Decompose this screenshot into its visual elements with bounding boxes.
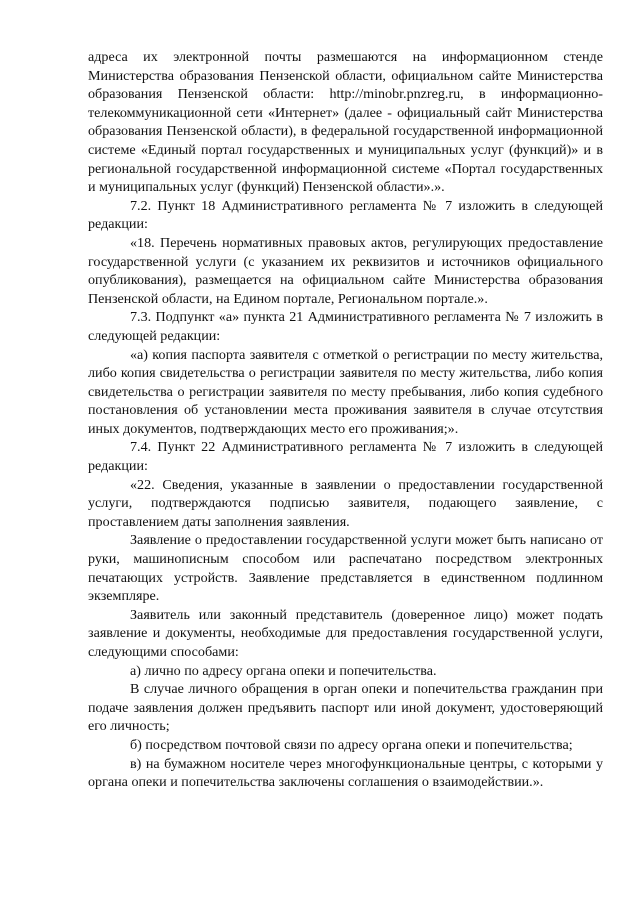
- paragraph-method-b: б) посредством почтовой связи по адресу органа опеки и попечительства;: [130, 736, 573, 753]
- paragraph-personal-visit: В случае личного обращения в орган опеки и попечительства гражданин при подаче заявления должен предъявить паспорт или иной документ, удостоверяющий его личность;: [88, 681, 603, 735]
- paragraph-subclause-a: «а) копия паспорта заявителя с отметкой о регистрации по месту жительства, либо копия свидетельства о регистрации заявителя по месту жительства, либо копия свидетельства о регистрации заявителя по месту пребывания, либо копия судебного постановления об установлении места проживания заявителя в случае отсутствия иных документов, подтверждающих место его проживания;».: [88, 346, 603, 437]
- document-page: [88, 48, 603, 792]
- paragraph-clause-22: «22. Сведения, указанные в заявлении о предоставлении государственной услуги, подтверждаются подписью заявителя, подающего заявление, с проставлением даты заполнения заявления.: [88, 476, 603, 530]
- paragraph-method-a: а) лично по адресу органа опеки и попечительства.: [130, 662, 437, 679]
- paragraph-method-c: в) на бумажном носителе через многофункциональные центры, с которыми у органа опеки и попечительства заключены соглашения о взаимодействии.».: [88, 755, 603, 791]
- paragraph-email-addresses: адреса их электронной почты размешаются на информационном стенде Министерства образования Пензенской области, официальном сайте Министерства образования Пензенской области: http://minobr.pnzreg.ru, в информационно-телекоммуникационной сети «Интернет» (далее - официальный сайт Министерства образования Пензенской области), в федеральной государственной информационной системе «Единый портал государственных и муниципальных услуг (функций)» и в региональной государственной информационной системе «Портал государственных и муниципальных услуг (функций) Пензенской области».».: [88, 49, 603, 196]
- paragraph-item-7-3: 7.3. Подпункт «а» пункта 21 Административного регламента № 7 изложить в следующей редакции:: [88, 309, 603, 344]
- paragraph-clause-18: «18. Перечень нормативных правовых актов, регулирующих предоставление государственной услуги (с указанием их реквизитов и источников официального опубликования), размещается на официальном сайте Министерства образования Пензенской области, на Едином портале, Региональном портале.».: [88, 234, 603, 307]
- paragraph-item-7-4: 7.4. Пункт 22 Административного регламента № 7 изложить в следующей редакции:: [88, 439, 603, 475]
- paragraph-item-7-2: 7.2. Пункт 18 Административного регламента № 7 изложить в следующей редакции:: [88, 197, 603, 233]
- paragraph-submission-methods: Заявитель или законный представитель (доверенное лицо) может подать заявление и документы, необходимые для предоставления государственной услуги, следующими способами:: [88, 606, 603, 660]
- paragraph-application-form: Заявление о предоставлении государственной услуги может быть написано от руки, машинописным способом или распечатано посредством электронных печатающих устройств. Заявление представляется в единственном подлинном экземпляре.: [88, 532, 603, 605]
